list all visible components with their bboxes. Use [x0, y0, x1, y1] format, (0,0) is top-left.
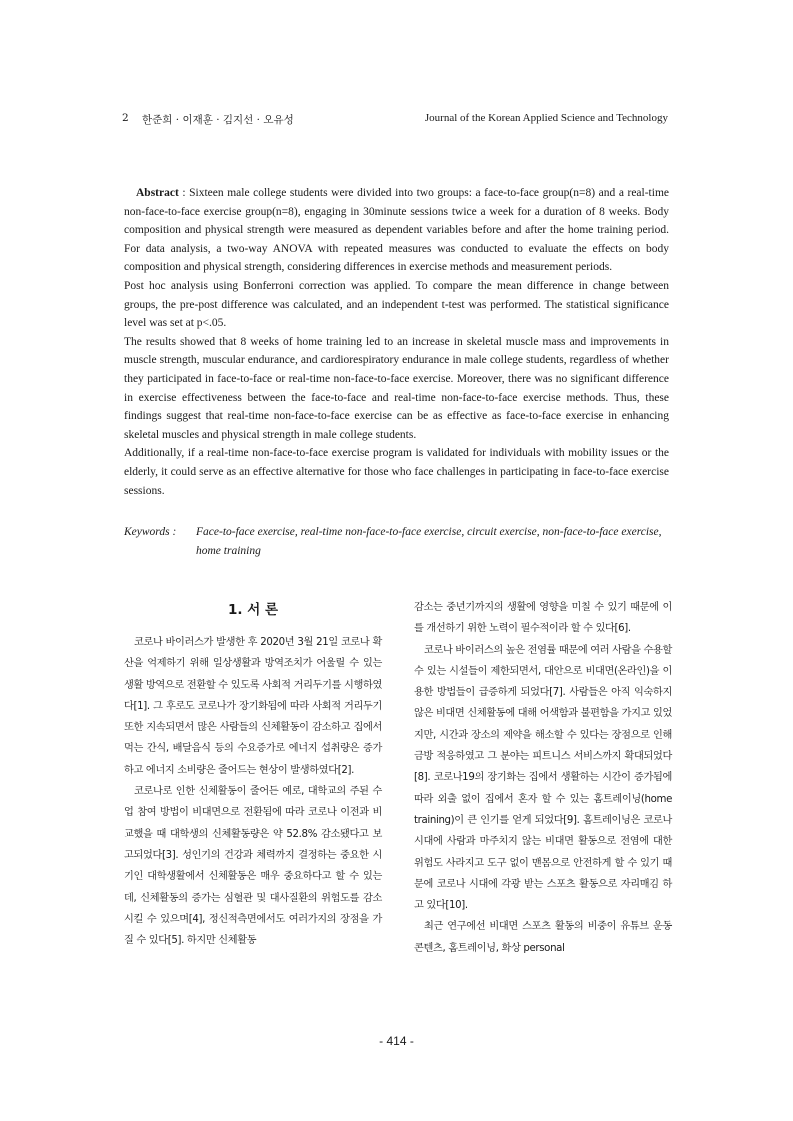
page-number-footer: - 414 - — [379, 1034, 414, 1048]
abstract-paragraph: The results showed that 8 weeks of home training led to an increase in skeletal muscle mass and improvements in muscle strength, muscular endurance, and cardiorespiratory endurance in male college students, regardless of whether they participated in face-to-face or real-time non-face-to-face exercise. Moreover, there was no significant difference in exercise effectiveness between the face-to-face and real-time non-face-to-face exercise methods. Thus, these findings suggest that real-time non-face-to-face exercise can be as effective as face-to-face exercise in enhancing skeletal muscles and physical strength in male college students. — [124, 335, 669, 441]
keywords — [124, 523, 672, 557]
body-paragraph: 최근 연구에선 비대면 스포츠 활동의 비중이 유튜브 운동 콘텐츠, 홈트레이닝, 화상 personal — [414, 921, 672, 954]
body-paragraph: 코로나로 인한 신체활동이 줄어든 예로, 대학교의 주된 수업 참여 방법이 비대면으로 전환됨에 따라 코로나 이전과 비교했을 때 대학생의 신체활동량은 약 52.8% 감소됐다고 보고되었다[3]. 성인기의 건강과 체력까지 결정하는 중요한 시기인 대학생활에서 신체활동은 매우 중요하다고 할 수 있는데, 신체활동의 증가는 심혈관 및 대사질환의 위험도를 감소시킬 수 있으며[4], 정신적측면에서도 여러가지의 장점을 가질 수 있다[5]. 하지만 신체활동 — [124, 786, 382, 947]
abstract — [124, 184, 669, 500]
abstract-paragraph: Additionally, if a real-time non-face-to-face exercise program is validated for individuals with mobility issues or the elderly, it could serve as an effective alternative for those who face challenges in participating in face-to-face exercise sessions. — [124, 447, 669, 497]
right-column — [414, 597, 672, 959]
header-journal-name: Journal of the Korean Applied Science and Technology — [424, 112, 668, 124]
body-paragraph: 감소는 중년기까지의 생활에 영향을 미칠 수 있기 때문에 이를 개선하기 위한 노력이 필수적이라 할 수 있다[6]. — [414, 602, 672, 635]
abstract-label: Abstract — [136, 187, 179, 199]
keywords-label: Keywords : — [124, 526, 177, 538]
keywords-text: Face-to-face exercise, real-time non-face-to-face exercise, circuit exercise, non-face-to-face exercise, home training — [196, 526, 662, 557]
header-authors: 한준희 · 이재훈 · 김지선 · 오유성 — [142, 114, 294, 126]
abstract-separator: : — [178, 187, 190, 199]
abstract-paragraph: Post hoc analysis using Bonferroni correction was applied. To compare the mean difference in change between groups, the pre-post difference was calculated, and an independent t-test was performed. The statistical significance level was set at p<.05. — [124, 279, 669, 330]
section-title: 1. 서 론 — [227, 602, 278, 618]
left-column — [124, 632, 382, 951]
abstract-paragraph — [124, 184, 669, 277]
abstract-text: Sixteen male college students were divided into two groups: a face-to-face group(n=8) and a real-time non-face-to-face exercise group(n=8), engaging in 30minute sessions twice a week for a duration of 8 weeks. Body composition and physical strength were measured as dependent variables before and after the home training period. For data analysis, a two-way ANOVA with repeated measures was conducted to evaluate the effects on body composition and physical strength, considering differences in exercise methods and measurement periods. — [124, 187, 669, 274]
body-paragraph: 코로나 바이러스의 높은 전염률 때문에 여러 사람을 수용할 수 있는 시설들이 제한되면서, 대안으로 비대면(온라인)을 이용한 방법들이 급증하게 되었다[7]. 사람들은 아직 익숙하지 않은 비대면 신체활동에 대해 어색함과 불편함을 가지고 있었지만, 시간과 장소의 제약을 해소할 수 있다는 장점으로 인해 금방 적응하였고 그 분야는 피트니스 서비스까지 확대되었다[8]. 코로나19의 장기화는 집에서 생활하는 시간이 증가됨에 따라 외출 없이 집에서 혼자 할 수 있는 홈트레이닝(home training)이 큰 인기를 얻게 되었다[9]. 홈트레이닝은 코로나 시대에 사람과 마주치지 않는 비대면 활동으로 전염에 대한 위험도 사라지고 도구 없이 맨몸으로 안전하게 할 수 있기 때문에 코로나 시대에 각광 받는 스포츠 활동으로 자리매김 하고 있다[10]. — [414, 644, 673, 912]
body-paragraph: 코로나 바이러스가 발생한 후 2020년 3월 21일 코로나 확산을 억제하기 위해 일상생활과 방역조치가 어울릴 수 있는 생활 방역으로 전환할 수 있도록 사회적 거리두기를 시행하였다[1]. 그 후로도 코로나가 장기화됨에 따라 사회적 거리두기 또한 지속되면서 많은 사람들의 신체활동이 감소하고 집에서 먹는 간식, 배달음식 등의 수요증가로 에너지 섭취량은 증가하고 에너지 소비량은 줄어드는 현상이 발생하였다[2]. — [124, 637, 382, 776]
header-page-number: 2 — [122, 112, 129, 124]
